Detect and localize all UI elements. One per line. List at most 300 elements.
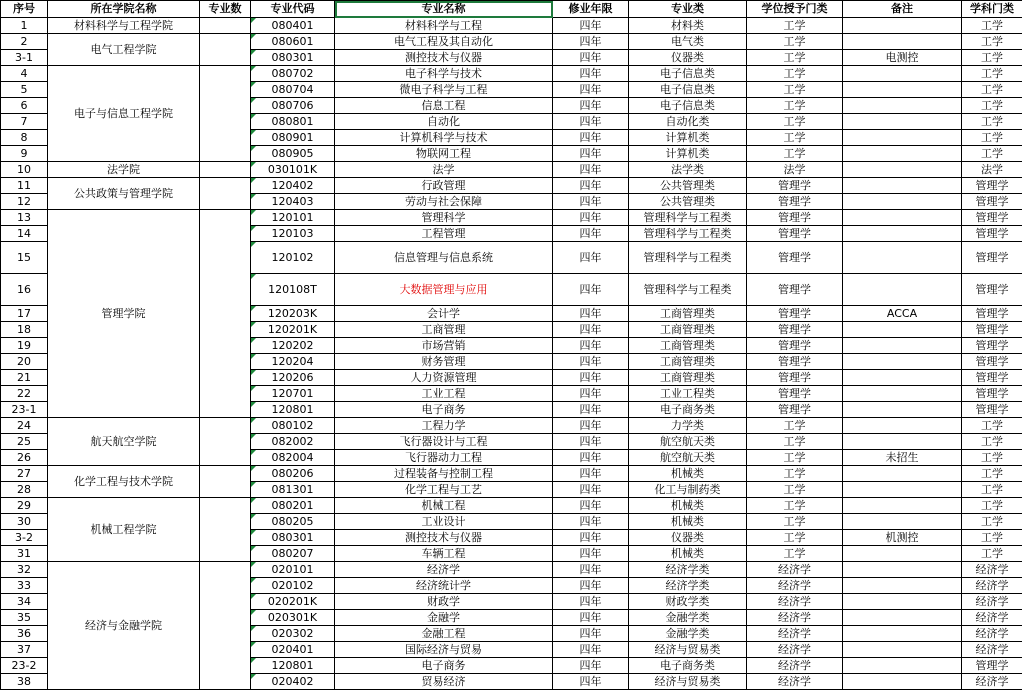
- cell-major-name[interactable]: 工业工程: [335, 386, 553, 402]
- cell-discipline[interactable]: 管理学: [962, 370, 1022, 386]
- cell-major-count[interactable]: [200, 418, 251, 466]
- cell-years[interactable]: 四年: [553, 178, 629, 194]
- cell-degree[interactable]: 管理学: [747, 386, 843, 402]
- cell-discipline[interactable]: 经济学: [962, 578, 1022, 594]
- cell-no[interactable]: 9: [1, 146, 48, 162]
- cell-code[interactable]: 020101: [251, 562, 335, 578]
- cell-code[interactable]: 020201K: [251, 594, 335, 610]
- cell-years[interactable]: 四年: [553, 418, 629, 434]
- cell-no[interactable]: 26: [1, 450, 48, 466]
- cell-note[interactable]: [843, 610, 962, 626]
- cell-code[interactable]: 080206: [251, 466, 335, 482]
- cell-major-count[interactable]: [200, 34, 251, 66]
- cell-no[interactable]: 2: [1, 34, 48, 50]
- cell-degree[interactable]: 工学: [747, 450, 843, 466]
- cell-note[interactable]: [843, 514, 962, 530]
- cell-discipline[interactable]: 管理学: [962, 242, 1022, 274]
- cell-major-name[interactable]: 人力资源管理: [335, 370, 553, 386]
- cell-degree[interactable]: 管理学: [747, 274, 843, 306]
- cell-discipline[interactable]: 工学: [962, 82, 1022, 98]
- cell-category[interactable]: 机械类: [629, 498, 747, 514]
- cell-category[interactable]: 工商管理类: [629, 338, 747, 354]
- cell-degree[interactable]: 管理学: [747, 354, 843, 370]
- cell-major-count[interactable]: [200, 466, 251, 498]
- cell-college[interactable]: 航天航空学院: [48, 418, 200, 466]
- cell-degree[interactable]: 工学: [747, 98, 843, 114]
- cell-code[interactable]: 120201K: [251, 322, 335, 338]
- cell-major-count[interactable]: [200, 210, 251, 418]
- cell-note[interactable]: [843, 18, 962, 34]
- cell-code[interactable]: 080801: [251, 114, 335, 130]
- cell-discipline[interactable]: 经济学: [962, 610, 1022, 626]
- cell-discipline[interactable]: 经济学: [962, 642, 1022, 658]
- cell-years[interactable]: 四年: [553, 434, 629, 450]
- cell-note[interactable]: [843, 642, 962, 658]
- cell-discipline[interactable]: 管理学: [962, 194, 1022, 210]
- cell-note[interactable]: [843, 658, 962, 674]
- cell-major-name[interactable]: 工程管理: [335, 226, 553, 242]
- cell-degree[interactable]: 管理学: [747, 194, 843, 210]
- cell-category[interactable]: 法学类: [629, 162, 747, 178]
- cell-major-count[interactable]: [200, 18, 251, 34]
- header-major-name[interactable]: 专业名称: [335, 1, 553, 18]
- cell-category[interactable]: 机械类: [629, 546, 747, 562]
- cell-major-name[interactable]: 经济学: [335, 562, 553, 578]
- cell-note[interactable]: [843, 242, 962, 274]
- cell-discipline[interactable]: 工学: [962, 18, 1022, 34]
- cell-degree[interactable]: 工学: [747, 82, 843, 98]
- cell-category[interactable]: 仪器类: [629, 530, 747, 546]
- cell-discipline[interactable]: 工学: [962, 114, 1022, 130]
- header-code[interactable]: 专业代码: [251, 1, 335, 18]
- cell-college[interactable]: 材料科学与工程学院: [48, 18, 200, 34]
- cell-discipline[interactable]: 工学: [962, 434, 1022, 450]
- cell-major-name[interactable]: 工商管理: [335, 322, 553, 338]
- cell-code[interactable]: 030101K: [251, 162, 335, 178]
- cell-no[interactable]: 14: [1, 226, 48, 242]
- cell-no[interactable]: 18: [1, 322, 48, 338]
- header-discipline[interactable]: 学科门类: [962, 1, 1022, 18]
- cell-no[interactable]: 15: [1, 242, 48, 274]
- cell-years[interactable]: 四年: [553, 194, 629, 210]
- cell-code[interactable]: 080901: [251, 130, 335, 146]
- cell-years[interactable]: 四年: [553, 34, 629, 50]
- cell-note[interactable]: [843, 562, 962, 578]
- cell-degree[interactable]: 工学: [747, 130, 843, 146]
- cell-years[interactable]: 四年: [553, 594, 629, 610]
- cell-major-name[interactable]: 金融工程: [335, 626, 553, 642]
- cell-note[interactable]: [843, 370, 962, 386]
- cell-years[interactable]: 四年: [553, 514, 629, 530]
- cell-major-name[interactable]: 自动化: [335, 114, 553, 130]
- cell-code[interactable]: 020402: [251, 674, 335, 690]
- cell-category[interactable]: 管理科学与工程类: [629, 242, 747, 274]
- cell-category[interactable]: 公共管理类: [629, 178, 747, 194]
- cell-code[interactable]: 081301: [251, 482, 335, 498]
- cell-major-name[interactable]: 过程装备与控制工程: [335, 466, 553, 482]
- cell-note[interactable]: [843, 114, 962, 130]
- cell-code[interactable]: 120108T: [251, 274, 335, 306]
- cell-code[interactable]: 020301K: [251, 610, 335, 626]
- cell-years[interactable]: 四年: [553, 370, 629, 386]
- cell-code[interactable]: 120403: [251, 194, 335, 210]
- cell-code[interactable]: 120701: [251, 386, 335, 402]
- cell-years[interactable]: 四年: [553, 130, 629, 146]
- cell-discipline[interactable]: 管理学: [962, 322, 1022, 338]
- cell-discipline[interactable]: 经济学: [962, 674, 1022, 690]
- cell-no[interactable]: 33: [1, 578, 48, 594]
- cell-years[interactable]: 四年: [553, 306, 629, 322]
- cell-category[interactable]: 财政学类: [629, 594, 747, 610]
- cell-major-name[interactable]: 贸易经济: [335, 674, 553, 690]
- cell-major-count[interactable]: [200, 162, 251, 178]
- cell-discipline[interactable]: 经济学: [962, 594, 1022, 610]
- cell-years[interactable]: 四年: [553, 578, 629, 594]
- cell-degree[interactable]: 工学: [747, 514, 843, 530]
- cell-note[interactable]: [843, 130, 962, 146]
- cell-discipline[interactable]: 管理学: [962, 658, 1022, 674]
- cell-code[interactable]: 080301: [251, 50, 335, 66]
- cell-no[interactable]: 21: [1, 370, 48, 386]
- cell-code[interactable]: 082004: [251, 450, 335, 466]
- cell-years[interactable]: 四年: [553, 658, 629, 674]
- cell-discipline[interactable]: 工学: [962, 98, 1022, 114]
- cell-note[interactable]: [843, 146, 962, 162]
- cell-note[interactable]: [843, 82, 962, 98]
- cell-code[interactable]: 080401: [251, 18, 335, 34]
- cell-college[interactable]: 机械工程学院: [48, 498, 200, 562]
- cell-discipline[interactable]: 工学: [962, 466, 1022, 482]
- cell-years[interactable]: 四年: [553, 162, 629, 178]
- cell-degree[interactable]: 管理学: [747, 338, 843, 354]
- cell-category[interactable]: 经济与贸易类: [629, 674, 747, 690]
- cell-no[interactable]: 7: [1, 114, 48, 130]
- cell-major-name[interactable]: 国际经济与贸易: [335, 642, 553, 658]
- cell-degree[interactable]: 管理学: [747, 306, 843, 322]
- cell-years[interactable]: 四年: [553, 226, 629, 242]
- cell-code[interactable]: 020401: [251, 642, 335, 658]
- cell-category[interactable]: 工商管理类: [629, 306, 747, 322]
- cell-years[interactable]: 四年: [553, 546, 629, 562]
- cell-category[interactable]: 仪器类: [629, 50, 747, 66]
- cell-category[interactable]: 经济学类: [629, 562, 747, 578]
- cell-no[interactable]: 28: [1, 482, 48, 498]
- cell-degree[interactable]: 工学: [747, 498, 843, 514]
- cell-no[interactable]: 4: [1, 66, 48, 82]
- cell-discipline[interactable]: 工学: [962, 546, 1022, 562]
- cell-degree[interactable]: 经济学: [747, 594, 843, 610]
- cell-category[interactable]: 工商管理类: [629, 354, 747, 370]
- cell-no[interactable]: 30: [1, 514, 48, 530]
- header-years[interactable]: 修业年限: [553, 1, 629, 18]
- cell-note[interactable]: [843, 594, 962, 610]
- cell-no[interactable]: 5: [1, 82, 48, 98]
- header-degree[interactable]: 学位授予门类: [747, 1, 843, 18]
- cell-years[interactable]: 四年: [553, 146, 629, 162]
- cell-years[interactable]: 四年: [553, 66, 629, 82]
- cell-category[interactable]: 电子商务类: [629, 658, 747, 674]
- cell-category[interactable]: 工商管理类: [629, 370, 747, 386]
- cell-major-count[interactable]: [200, 498, 251, 562]
- cell-code[interactable]: 080704: [251, 82, 335, 98]
- cell-discipline[interactable]: 工学: [962, 530, 1022, 546]
- cell-degree[interactable]: 管理学: [747, 178, 843, 194]
- cell-category[interactable]: 工商管理类: [629, 322, 747, 338]
- cell-major-name[interactable]: 物联网工程: [335, 146, 553, 162]
- cell-discipline[interactable]: 管理学: [962, 338, 1022, 354]
- cell-years[interactable]: 四年: [553, 98, 629, 114]
- cell-major-name[interactable]: 行政管理: [335, 178, 553, 194]
- cell-major-name[interactable]: 法学: [335, 162, 553, 178]
- cell-degree[interactable]: 工学: [747, 466, 843, 482]
- cell-category[interactable]: 电子信息类: [629, 82, 747, 98]
- cell-degree[interactable]: 经济学: [747, 610, 843, 626]
- cell-code[interactable]: 080706: [251, 98, 335, 114]
- cell-note[interactable]: [843, 434, 962, 450]
- cell-note[interactable]: 电测控: [843, 50, 962, 66]
- cell-category[interactable]: 经济与贸易类: [629, 642, 747, 658]
- cell-degree[interactable]: 工学: [747, 418, 843, 434]
- cell-major-name[interactable]: 飞行器设计与工程: [335, 434, 553, 450]
- cell-code[interactable]: 080205: [251, 514, 335, 530]
- cell-code[interactable]: 120203K: [251, 306, 335, 322]
- cell-major-name[interactable]: 计算机科学与技术: [335, 130, 553, 146]
- cell-years[interactable]: 四年: [553, 498, 629, 514]
- cell-years[interactable]: 四年: [553, 466, 629, 482]
- cell-major-name[interactable]: 电子商务: [335, 402, 553, 418]
- cell-note[interactable]: [843, 498, 962, 514]
- cell-category[interactable]: 经济学类: [629, 578, 747, 594]
- cell-major-name[interactable]: 测控技术与仪器: [335, 50, 553, 66]
- cell-major-name[interactable]: 化学工程与工艺: [335, 482, 553, 498]
- cell-category[interactable]: 化工与制药类: [629, 482, 747, 498]
- cell-category[interactable]: 金融学类: [629, 610, 747, 626]
- cell-degree[interactable]: 工学: [747, 34, 843, 50]
- cell-category[interactable]: 管理科学与工程类: [629, 210, 747, 226]
- cell-code[interactable]: 080207: [251, 546, 335, 562]
- cell-discipline[interactable]: 工学: [962, 450, 1022, 466]
- cell-years[interactable]: 四年: [553, 114, 629, 130]
- cell-major-name[interactable]: 财政学: [335, 594, 553, 610]
- cell-years[interactable]: 四年: [553, 610, 629, 626]
- cell-note[interactable]: [843, 66, 962, 82]
- cell-no[interactable]: 23-1: [1, 402, 48, 418]
- cell-category[interactable]: 金融学类: [629, 626, 747, 642]
- cell-major-name[interactable]: 电气工程及其自动化: [335, 34, 553, 50]
- cell-major-name[interactable]: 信息管理与信息系统: [335, 242, 553, 274]
- cell-years[interactable]: 四年: [553, 50, 629, 66]
- cell-college[interactable]: 经济与金融学院: [48, 562, 200, 690]
- cell-category[interactable]: 管理科学与工程类: [629, 274, 747, 306]
- cell-category[interactable]: 工业工程类: [629, 386, 747, 402]
- cell-college[interactable]: 公共政策与管理学院: [48, 178, 200, 210]
- cell-years[interactable]: 四年: [553, 450, 629, 466]
- cell-no[interactable]: 1: [1, 18, 48, 34]
- cell-code[interactable]: 120801: [251, 402, 335, 418]
- cell-major-name[interactable]: 财务管理: [335, 354, 553, 370]
- cell-code[interactable]: 120402: [251, 178, 335, 194]
- cell-code[interactable]: 020302: [251, 626, 335, 642]
- cell-years[interactable]: 四年: [553, 386, 629, 402]
- cell-category[interactable]: 计算机类: [629, 146, 747, 162]
- cell-note[interactable]: 未招生: [843, 450, 962, 466]
- cell-note[interactable]: [843, 194, 962, 210]
- cell-no[interactable]: 38: [1, 674, 48, 690]
- cell-major-name[interactable]: 市场营销: [335, 338, 553, 354]
- cell-major-name[interactable]: 飞行器动力工程: [335, 450, 553, 466]
- cell-note[interactable]: [843, 178, 962, 194]
- cell-no[interactable]: 31: [1, 546, 48, 562]
- cell-code[interactable]: 020102: [251, 578, 335, 594]
- cell-degree[interactable]: 管理学: [747, 210, 843, 226]
- cell-years[interactable]: 四年: [553, 530, 629, 546]
- cell-note[interactable]: [843, 322, 962, 338]
- cell-years[interactable]: 四年: [553, 402, 629, 418]
- cell-no[interactable]: 37: [1, 642, 48, 658]
- cell-degree[interactable]: 工学: [747, 482, 843, 498]
- cell-no[interactable]: 24: [1, 418, 48, 434]
- cell-note[interactable]: [843, 162, 962, 178]
- cell-years[interactable]: 四年: [553, 642, 629, 658]
- cell-discipline[interactable]: 管理学: [962, 354, 1022, 370]
- cell-college[interactable]: 管理学院: [48, 210, 200, 418]
- cell-degree[interactable]: 经济学: [747, 578, 843, 594]
- cell-years[interactable]: 四年: [553, 626, 629, 642]
- cell-degree[interactable]: 管理学: [747, 242, 843, 274]
- cell-note[interactable]: [843, 546, 962, 562]
- cell-major-count[interactable]: [200, 178, 251, 210]
- cell-note[interactable]: [843, 482, 962, 498]
- cell-no[interactable]: 10: [1, 162, 48, 178]
- cell-degree[interactable]: 管理学: [747, 370, 843, 386]
- cell-degree[interactable]: 经济学: [747, 562, 843, 578]
- cell-no[interactable]: 12: [1, 194, 48, 210]
- header-note[interactable]: 备注: [843, 1, 962, 18]
- header-category[interactable]: 专业类: [629, 1, 747, 18]
- cell-degree[interactable]: 工学: [747, 434, 843, 450]
- cell-major-name[interactable]: 工业设计: [335, 514, 553, 530]
- cell-code[interactable]: 080601: [251, 34, 335, 50]
- cell-no[interactable]: 3-2: [1, 530, 48, 546]
- cell-years[interactable]: 四年: [553, 562, 629, 578]
- cell-note[interactable]: [843, 210, 962, 226]
- cell-category[interactable]: 材料类: [629, 18, 747, 34]
- cell-code[interactable]: 120102: [251, 242, 335, 274]
- cell-major-count[interactable]: [200, 66, 251, 162]
- cell-major-name[interactable]: 材料科学与工程: [335, 18, 553, 34]
- cell-discipline[interactable]: 工学: [962, 514, 1022, 530]
- cell-no[interactable]: 13: [1, 210, 48, 226]
- cell-code[interactable]: 120204: [251, 354, 335, 370]
- cell-years[interactable]: 四年: [553, 354, 629, 370]
- cell-degree[interactable]: 工学: [747, 114, 843, 130]
- header-major-count[interactable]: 专业数: [200, 1, 251, 18]
- cell-note[interactable]: [843, 226, 962, 242]
- cell-code[interactable]: 120101: [251, 210, 335, 226]
- cell-degree[interactable]: 管理学: [747, 322, 843, 338]
- cell-no[interactable]: 35: [1, 610, 48, 626]
- cell-major-name[interactable]: 测控技术与仪器: [335, 530, 553, 546]
- cell-college[interactable]: 法学院: [48, 162, 200, 178]
- cell-major-name[interactable]: 电子科学与技术: [335, 66, 553, 82]
- cell-major-name[interactable]: 管理科学: [335, 210, 553, 226]
- cell-discipline[interactable]: 工学: [962, 50, 1022, 66]
- cell-category[interactable]: 航空航天类: [629, 450, 747, 466]
- cell-major-name[interactable]: 微电子科学与工程: [335, 82, 553, 98]
- cell-discipline[interactable]: 经济学: [962, 626, 1022, 642]
- cell-category[interactable]: 公共管理类: [629, 194, 747, 210]
- cell-years[interactable]: 四年: [553, 242, 629, 274]
- cell-discipline[interactable]: 管理学: [962, 386, 1022, 402]
- cell-major-name[interactable]: 劳动与社会保障: [335, 194, 553, 210]
- cell-discipline[interactable]: 工学: [962, 34, 1022, 50]
- cell-category[interactable]: 电子信息类: [629, 98, 747, 114]
- cell-category[interactable]: 力学类: [629, 418, 747, 434]
- cell-category[interactable]: 机械类: [629, 514, 747, 530]
- cell-no[interactable]: 25: [1, 434, 48, 450]
- cell-note[interactable]: [843, 626, 962, 642]
- cell-discipline[interactable]: 管理学: [962, 210, 1022, 226]
- cell-college[interactable]: 电气工程学院: [48, 34, 200, 66]
- cell-major-name[interactable]: 经济统计学: [335, 578, 553, 594]
- cell-years[interactable]: 四年: [553, 82, 629, 98]
- cell-code[interactable]: 080201: [251, 498, 335, 514]
- cell-note[interactable]: [843, 466, 962, 482]
- cell-note[interactable]: [843, 674, 962, 690]
- cell-years[interactable]: 四年: [553, 210, 629, 226]
- cell-code[interactable]: 082002: [251, 434, 335, 450]
- cell-degree[interactable]: 工学: [747, 530, 843, 546]
- cell-code[interactable]: 120202: [251, 338, 335, 354]
- cell-years[interactable]: 四年: [553, 674, 629, 690]
- cell-years[interactable]: 四年: [553, 274, 629, 306]
- cell-no[interactable]: 22: [1, 386, 48, 402]
- cell-note[interactable]: [843, 274, 962, 306]
- cell-discipline[interactable]: 工学: [962, 146, 1022, 162]
- cell-no[interactable]: 17: [1, 306, 48, 322]
- cell-category[interactable]: 电子信息类: [629, 66, 747, 82]
- cell-major-name[interactable]: 车辆工程: [335, 546, 553, 562]
- cell-major-name[interactable]: 会计学: [335, 306, 553, 322]
- cell-discipline[interactable]: 工学: [962, 66, 1022, 82]
- cell-major-name[interactable]: 信息工程: [335, 98, 553, 114]
- cell-major-name[interactable]: 金融学: [335, 610, 553, 626]
- cell-discipline[interactable]: 经济学: [962, 562, 1022, 578]
- cell-degree[interactable]: 工学: [747, 50, 843, 66]
- cell-major-name[interactable]: 大数据管理与应用: [335, 274, 553, 306]
- cell-major-name[interactable]: 电子商务: [335, 658, 553, 674]
- cell-category[interactable]: 机械类: [629, 466, 747, 482]
- cell-note[interactable]: [843, 418, 962, 434]
- cell-no[interactable]: 36: [1, 626, 48, 642]
- cell-no[interactable]: 16: [1, 274, 48, 306]
- cell-degree[interactable]: 工学: [747, 546, 843, 562]
- cell-discipline[interactable]: 工学: [962, 498, 1022, 514]
- header-no[interactable]: 序号: [1, 1, 48, 18]
- cell-degree[interactable]: 工学: [747, 146, 843, 162]
- cell-discipline[interactable]: 管理学: [962, 226, 1022, 242]
- cell-category[interactable]: 电子商务类: [629, 402, 747, 418]
- cell-college[interactable]: 电子与信息工程学院: [48, 66, 200, 162]
- cell-code[interactable]: 120206: [251, 370, 335, 386]
- cell-no[interactable]: 27: [1, 466, 48, 482]
- cell-note[interactable]: 机测控: [843, 530, 962, 546]
- cell-code[interactable]: 080102: [251, 418, 335, 434]
- cell-code[interactable]: 080905: [251, 146, 335, 162]
- cell-major-name[interactable]: 机械工程: [335, 498, 553, 514]
- cell-category[interactable]: 管理科学与工程类: [629, 226, 747, 242]
- cell-code[interactable]: 120801: [251, 658, 335, 674]
